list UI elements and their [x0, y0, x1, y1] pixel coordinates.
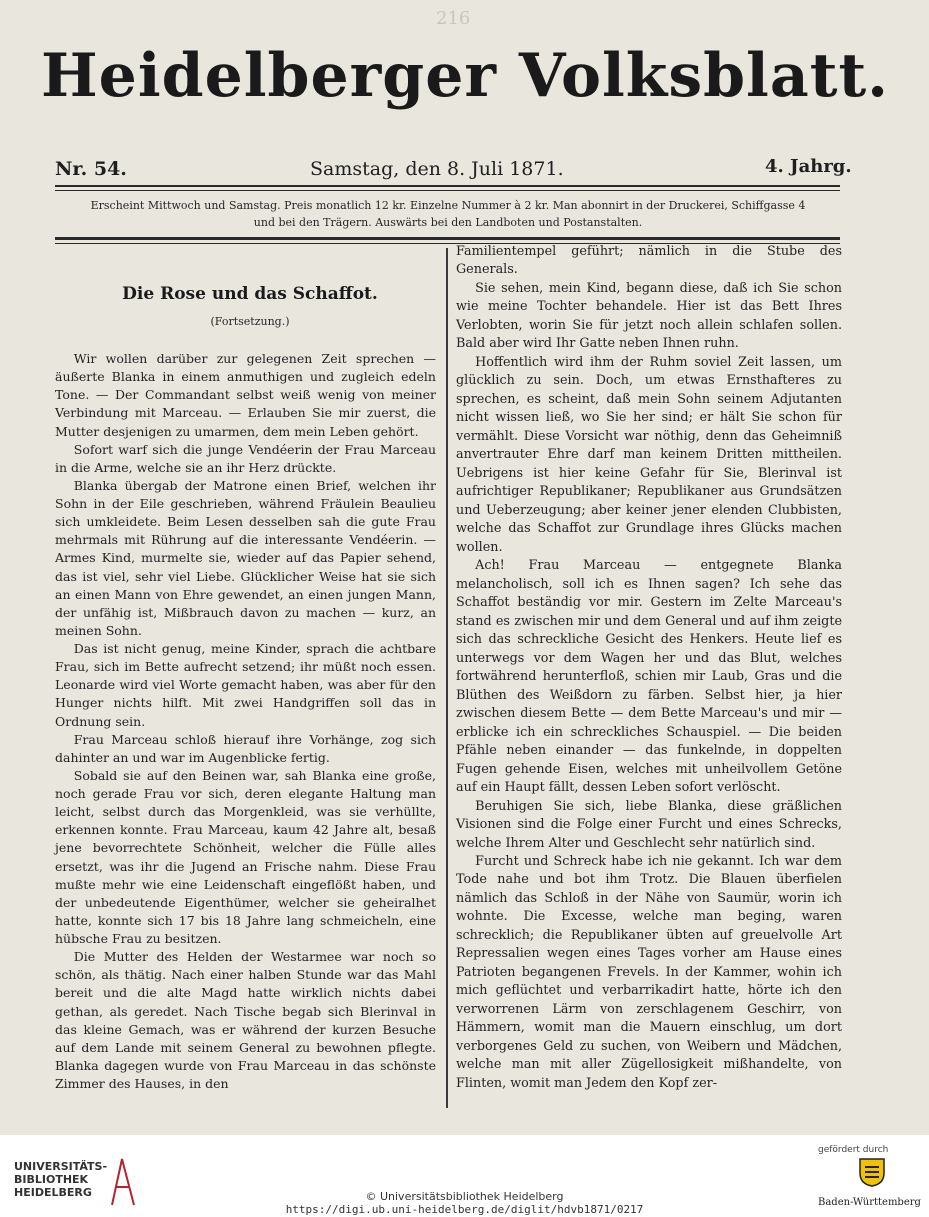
header-rule-thick [55, 185, 840, 187]
logo-line: UNIVERSITÄTS- [14, 1160, 108, 1173]
viewer-footer [0, 1135, 929, 1217]
masthead-title: Heidelberger Volksblatt. [40, 41, 890, 111]
funded-by-label: gefördert durch [818, 1145, 889, 1155]
paragraph-continuation: Familientempel geführt; nämlich in die Stube des Generals. [456, 244, 842, 278]
subscription-info [48, 197, 848, 231]
paragraph: Wir wollen darüber zur gelegenen Zeit sprechen — äußerte Blanka in einem anmuthigen und zugleich edeln Tone. — Der Commandant selbst weiß wenig von meiner Verbindung mit Marceau. — Erlauben Sie mir zuerst, die Mutter desjenigen zu umarmen, dem mein Leben gehört. [55, 351, 436, 439]
text-column-left [55, 350, 436, 1093]
baden-wuerttemberg-label: Baden-Württemberg [818, 1197, 921, 1208]
column-divider [446, 248, 448, 1108]
logo-line: HEIDELBERG [14, 1186, 92, 1199]
paragraph: Sie sehen, mein Kind, begann diese, daß ich Sie schon wie meine Tochter behandele. Hier ist das Bett Ihres Verlobten, worin Sie für jetzt noch allein schlafen sollen. Bald aber wird Ihr Gatte neben Ihnen ruhn. [456, 280, 842, 352]
copyright-notice: © Universitätsbibliothek Heidelberg [365, 1190, 564, 1203]
paragraph: Das ist nicht genug, meine Kinder, sprach die achtbare Frau, sich im Bette aufrecht setzend; ihr müßt noch essen. Leonarde wird viel Worte gemacht haben, was aber für den Hunger nichts hilft. Mit zwei Handgriffen soll das in Ordnung sein. [55, 641, 436, 729]
logo-line: BIBLIOTHEK [14, 1173, 89, 1186]
subscription-line: Erscheint Mittwoch und Samstag. Preis monatlich 12 kr. Einzelne Nummer à 2 kr. Man abonnirt in der Druckerei, Schiffgasse 4 [90, 199, 806, 212]
header-rule-thin [55, 190, 840, 191]
baden-wuerttemberg-seal-icon [858, 1157, 886, 1187]
subscription-line: und bei den Trägern. Auswärts bei den Landboten und Postanstalten. [253, 216, 643, 229]
article-subtitle: (Fortsetzung.) [210, 315, 290, 328]
paragraph: Frau Marceau schloß hierauf ihre Vorhänge, zog sich dahinter an und war im Augenblicke fertig. [55, 731, 436, 765]
permalink-link[interactable]: https://digi.ub.uni-heidelberg.de/diglit/hdvb1871/0217 [285, 1203, 644, 1216]
text-column-right [456, 243, 842, 1093]
paragraph: Furcht und Schreck habe ich nie gekannt. Ich war dem Tode nahe und bot ihm Trotz. Die Blauen überfielen nämlich das Schloß in der Nähe von Saumür, worin ich wohnte. Die Excesse, welche man beging, waren schrecklich; die Republikaner übten auf greuelvolle Art Repressalien wegen eines Tages vorher am Hause eines Patrioten begangenen Frevels. In der Kammer, wohin ich mich geflüchtet und verbarrikadirt hatte, hörte ich den verworrenen Lärm von zerschlagenem Geschirr, von Hämmern, womit man die Mauern einschlug, um dort verborgenes Geld zu suchen, von Weibern und Mädchen, welche man mit aller Zügellosigkeit mißhandelte, von Flinten, womit man Jedem den Kopf zer- [456, 853, 842, 1091]
section-rule-thick [55, 237, 840, 240]
issue-year: 4. Jahrg. [765, 156, 852, 177]
paragraph: Die Mutter des Helden der Westarmee war noch so schön, als thätig. Nach einer halben Stunde war das Mahl bereit und die alte Magd hatte wirklich nichts dabei gethan, als geredet. Nach Tische begab sich Blerinval in das kleine Gemach, was er während der kurzen Besuche auf dem Lande mit seinem General zu bewohnen pflegte. Blanka dagegen wurde von Frau Marceau in das schönste Zimmer des Hauses, in den [55, 949, 436, 1091]
paragraph: Hoffentlich wird ihm der Ruhm soviel Zeit lassen, um glücklich zu sein. Doch, um etwas Ernsthafteres zu sprechen, es scheint, daß mein Sohn seinem Adjutanten nicht wissen ließ, wo Sie her sind; er hält Sie schon für vermählt. Diese Vorsicht war nöthig, denn das Geheimniß anvertrauter Ehre darf man keinem Dritten mittheilen. Uebrigens ist hier keine Gefahr für Sie, Blerinval ist aufrichtiger Republikaner; Republikaner aus Grundsätzen und Ueberzeugung; aber keiner jener elenden Clubbisten, welche das Schaffot zur Grundlage ihres Glücks machen wollen. [456, 354, 842, 555]
paragraph: Blanka übergab der Matrone einen Brief, welchen ihr Sohn in der Eile geschrieben, während Fräulein Beaulieu sich umkleidete. Beim Lesen desselben sah die gute Frau mehrmals mit Rührung auf die interessante Vendéerin. — Armes Kind, murmelte sie, wieder auf das Papier sehend, das ist viel, sehr viel Liebe. Glücklicher Weise hat sie sich an einen Mann von Ehre gewendet, an einen jungen Mann, der unfähig ist, Mißbrauch davon zu machen — kurz, an meinen Sohn. [55, 477, 436, 638]
paragraph: Sofort warf sich die junge Vendéerin der Frau Marceau in die Arme, welche sie an ihr Herz drückte. [55, 441, 436, 475]
paragraph: Beruhigen Sie sich, liebe Blanka, diese gräßlichen Visionen sind die Folge einer Furcht und eines Schrecks, welche Ihrem Alter und Geschlecht sehr natürlich sind. [456, 798, 842, 851]
faint-page-number: 216 [436, 8, 471, 29]
article-title: Die Rose und das Schaffot. [122, 284, 378, 304]
paragraph: Ach! Frau Marceau — entgegnete Blanka melancholisch, soll ich es Ihnen sagen? Ich sehe das Schaffot beständig vor mir. Gestern im Zelte Marceau's stand es zwischen mir und dem General und auf ihm zeigte sich das schreckliche Gesicht des Henkers. Heute lief es unterwegs vor dem Wagen her und das Blut, welches fortwährend herunterfloß, schien mir Laub, Gras und die Blüthen des Weißdorn zu färben. Selbst hier, ja hier zwischen diesem Bette — dem Bette Marceau's und mir — erblicke ich ein schreckliches Schauspiel. — Die beiden Pfähle neben einander — das funkelnde, in doppelten Fugen gehende Eisen, welches mit unheilvollem Getöne auf ein Haupt fällt, dessen Leben sofort verlöscht. [456, 558, 842, 796]
issue-date: Samstag, den 8. Juli 1871. [310, 158, 564, 180]
issue-number: Nr. 54. [55, 158, 127, 180]
paragraph: Sobald sie auf den Beinen war, sah Blanka eine große, noch gerade Frau vor sich, deren elegante Haltung man leicht, selbst durch das Morgenkleid, was sie verhüllte, erkennen konnte. Frau Marceau, kaum 42 Jahre alt, besaß jene bevorrechtete Schönheit, welcher die Fülle alles ersetzt, was ihr die Jugend an Frische nahm. Diese Frau mußte mehr wie eine Leidenschaft eingeflößt haben, und der unbedeutende Eigenthümer, welcher sie geheiralhet hatte, konnte sich 17 bis 18 Jahre lang schmeicheln, eine hübsche Frau zu besitzen. [55, 767, 436, 946]
